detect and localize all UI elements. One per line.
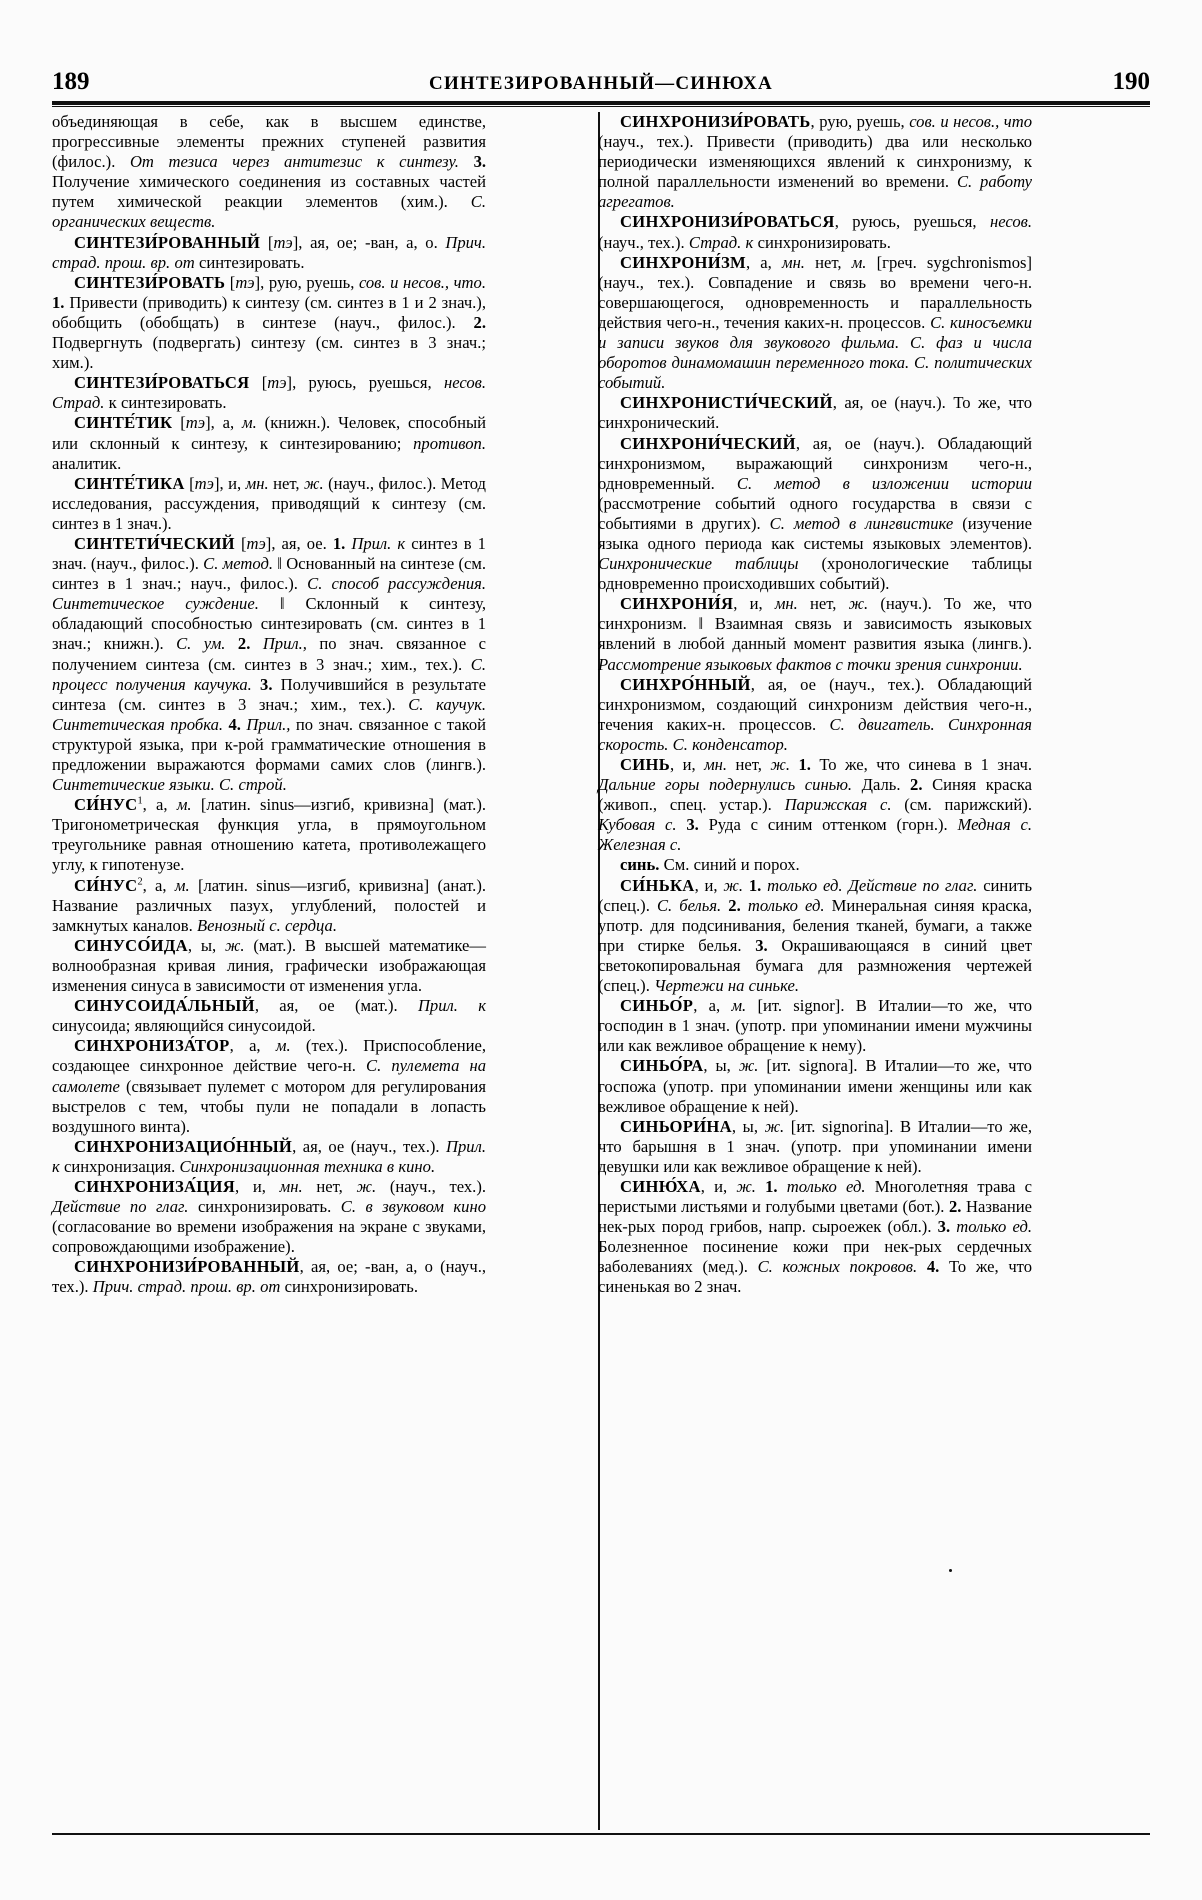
dictionary-entry (52, 795, 486, 875)
definition-text: (рассмотрение событий одного государства в связи с событиями в других). (598, 493, 1032, 533)
definition-text: [ит. signorina]. В Италии—то же, что барышня в 1 знач. (употр. при упоминании имени девушки или как вежливое обращение к ней). (598, 1116, 1032, 1176)
dictionary-entry (598, 253, 1032, 394)
definition-text: , ая, ое (науч.). То же, что синхронический. (598, 393, 1032, 433)
definition-text: ‖ Основанный на синтезе (см. синтез в 1 знач.; науч., филос.). (52, 554, 486, 594)
definition-text (252, 675, 260, 694)
headword: СИНЬО́Р (620, 996, 694, 1016)
sense-number: 1. (332, 533, 346, 553)
dictionary-entry (52, 413, 486, 473)
italic-text: мн. (704, 755, 728, 774)
sense-number: 3. (260, 674, 273, 694)
definition-text: , и, (694, 875, 724, 895)
definition-text: , а, (142, 795, 177, 815)
footer-rule (52, 1833, 1150, 1835)
definition-text: , ая, ое (науч.). Обладающий синхронизмом, выражающий синхронизм чего-н., одновременный. (598, 433, 1032, 493)
definition-text: Получившийся в результате синтеза (см. синтез в 3 знач.; хим., тех.). (52, 674, 486, 714)
running-head (52, 60, 1150, 94)
headword: СИНХРОНИЗА́ЦИЯ (74, 1176, 235, 1196)
italic-text: ж. (224, 935, 245, 955)
definition-text: , и, (700, 1176, 737, 1196)
dictionary-entry (598, 212, 1032, 252)
sense-number: 3. (473, 152, 487, 172)
italic-text: С. работу агрегатов. (598, 172, 1033, 212)
italic-text: С. двигатель. Синхронная скорость. С. конденсатор. (598, 714, 1032, 754)
headword: СИНХРОНИ́ЧЕСКИЙ (620, 433, 796, 453)
definition-text (741, 896, 748, 915)
definition-text: , а, (745, 252, 782, 272)
headword: СИНУСО́ИДА (74, 935, 188, 955)
definition-text: , ая, ое (мат.). (254, 996, 418, 1016)
sense-number: 4. (926, 1257, 940, 1277)
definition-text: , и, (733, 594, 775, 614)
definition-text: (книжн.). Человек, способный или склонный к синтезу, к синтезированию; (52, 413, 486, 453)
italic-text: противоп. (413, 433, 486, 453)
italic-text: Синтетические языки. С. строй. (52, 775, 287, 795)
italic-text: Парижская с. (784, 795, 892, 815)
italic-text: С. метод в лингвистике (769, 513, 954, 533)
italic-text: С. органических веществ. (52, 192, 486, 232)
dictionary-entry (52, 112, 486, 233)
definition-text (459, 152, 474, 171)
sense-number: 3. (937, 1217, 951, 1237)
italic-text: ж. (304, 473, 324, 493)
italic-text: тэ (235, 272, 255, 292)
sense-number: 2. (473, 312, 486, 332)
definition-text: , рую, руешь, (810, 112, 910, 131)
italic-text: ж. (764, 1116, 785, 1136)
definition-text: [ (234, 533, 247, 553)
definition-text: (науч., тех.). (376, 1176, 486, 1196)
definition-text: нет, (804, 252, 852, 272)
italic-text: только ед. (956, 1217, 1033, 1237)
definition-text: синтез в 1 знач. (науч., филос.). (52, 533, 486, 574)
headword: СИНХРОНИСТИ́ЧЕСКИЙ (620, 393, 833, 413)
italic-text: ж. (356, 1176, 377, 1196)
definition-text: [латин. sinus—изгиб, кривизна] (мат.). Тригонометрическая функция угла, в прямоугольном треугольнике равная отношению катета, противолежащего углу, к гипотенузе. (52, 795, 486, 875)
italic-text: тэ (185, 413, 206, 433)
definition-text: Синяя краска (живоп., спец. устар.). (598, 775, 1032, 815)
definition-text: по знач. связанное с такой структурой языка, при к-рой грамматические отношения в предложении выражаются формами самих слов (лингв.). (52, 714, 487, 774)
italic-text: несов. (990, 212, 1032, 232)
definition-text: Окрашивающаяся в синий цвет светокопировальная бумага для размножения чертежей (спец.). (598, 935, 1032, 996)
definition-text: (мат.). В высшей математике—волнообразная кривая линия, графически изображающая изменения синуса в зависимости от изменения угла. (52, 935, 486, 996)
definition-text: синусоида; являющийся синусоидой. (52, 1016, 316, 1036)
italic-text: ж. (736, 1176, 756, 1196)
definition-text: ], рую, руешь, (254, 272, 359, 292)
definition-text: То же, что синева в 1 знач. (810, 755, 1032, 774)
dictionary-entry (598, 855, 1032, 875)
definition-text: [ (249, 373, 268, 393)
dictionary-entry (52, 1036, 486, 1136)
definition-text: , руюсь, руешься, (834, 212, 991, 232)
headword: СИНТЕЗИ́РОВАТЬ (74, 272, 226, 292)
definition-text: [ (172, 413, 186, 433)
definition-text: (см. парижский). (891, 795, 1032, 815)
definition-text: нет, (268, 473, 305, 493)
dictionary-entry (52, 474, 486, 534)
italic-text: мн. (279, 1176, 303, 1196)
dictionary-entry (598, 675, 1032, 755)
italic-text: сов. и несов., что. (358, 272, 486, 292)
italic-text: Венозный с. сердца. (196, 915, 337, 935)
definition-text: , ы, (731, 1116, 765, 1136)
definition-text: (хронологические таблицы одновременно происходивших событий). (598, 554, 1032, 594)
italic-text: ж. (770, 755, 790, 774)
headword: СИНЬОРИ́НА (620, 1116, 732, 1136)
definition-text: Минеральная синяя краска, употр. для подсинивания, беления тканей, бумаги, а также при стирке белья. (598, 895, 1033, 955)
definition-text: [ (260, 232, 274, 252)
definition-text: ], ая, ое. (265, 533, 333, 553)
headword: СИНХРО́ННЫЙ (620, 674, 751, 694)
dictionary-entry (52, 1137, 486, 1177)
sense-number: 2. (728, 895, 741, 915)
definition-text: по знач. связанное с получением синтеза (см. синтез в 3 знач.; хим., тех.). (52, 634, 487, 674)
italic-text: С. киносъемки и записи звуков для звукового фильма. С. фаз и числа оборотов динамомашин переменного тока. С. политических событий. (598, 312, 1033, 393)
headword: СИНТЕЗИ́РОВАННЫЙ (74, 232, 261, 252)
definition-text: Руда с синим оттенком (горн.). (698, 815, 958, 835)
italic-text: ж. (738, 1056, 759, 1076)
dictionary-entry (598, 876, 1032, 997)
dictionary-entry (52, 936, 486, 996)
headword: СИНХРОНИЗИ́РОВАННЫЙ (74, 1257, 300, 1277)
headword: СИНТЕ́ТИК (74, 413, 173, 433)
dictionary-entry (598, 594, 1032, 674)
sense-number: 2. (948, 1197, 962, 1217)
definition-text: объединяющая в себе, как в высшем единстве, прогрессивные элементы прежних ступеней развития (филос.). (52, 112, 486, 172)
definition-text: Болезненное посинение кожи при нек-рых сердечных заболеваниях (мед.). (598, 1237, 1032, 1277)
sense-number: 4. (228, 714, 241, 734)
definition-text: (науч.). То же, что синхронизм. ‖ Взаимная связь и зависимость языковых явлений в любой данный момент развития языка (лингв.). (598, 594, 1032, 654)
definition-text: Многолетняя трава с перистыми листьями и голубыми цветами (бот.). (598, 1176, 1033, 1217)
definition-text: (тех.). Приспособление, создающее синхронное действие чего-н. (52, 1036, 486, 1076)
page-number-right: 190 (1112, 68, 1150, 95)
headword: СИНХРОНИЗИ́РОВАТЬСЯ (620, 212, 835, 232)
sense-number: 1. (798, 755, 811, 774)
headword: СИ́НЬКА (620, 875, 695, 895)
definition-text: , и, (669, 755, 705, 774)
definition-text (677, 815, 687, 834)
italic-text: Кубовая с. (598, 815, 677, 835)
definition-text: (науч., тех.). Привести (приводить) два или несколько периодически изменяющихся явлений к синхронизму, к полной параллельности изменений во времени. (598, 132, 1032, 192)
italic-text: С. пулемета на самолете (52, 1056, 486, 1096)
homograph-index: 1 (137, 795, 143, 807)
definition-text: (изучение языка одного периода как системы языковых элементов). (598, 513, 1032, 553)
definition-text: ‖ Склонный к синтезу, обладающий способностью синтезировать (см. синтез в 1 знач.; книжн.). (52, 594, 486, 654)
italic-text: Прил., (262, 634, 307, 654)
italic-text: Прил. к (351, 533, 406, 553)
italic-text: сов. и несов., что (909, 112, 1032, 131)
definition-text: (согласование во времени изображения на экране с звуками, сопровождающими изображение). (52, 1217, 486, 1257)
page-columns (52, 112, 1150, 1830)
dictionary-entry (598, 434, 1032, 595)
definition-text: , ая, ое (науч., тех.). (292, 1136, 447, 1156)
italic-text: несов. Страд. (52, 373, 486, 413)
headword: СИНТЕЗИ́РОВАТЬСЯ (74, 373, 250, 393)
italic-text: Рассмотрение языковых фактов с точки зрения синхронии. (598, 654, 1023, 674)
definition-text: То же, что синенькая во 2 знач. (598, 1257, 1032, 1297)
italic-text: Прич. страд. прош. вр. от (52, 232, 487, 272)
definition-text: , ы, (187, 935, 225, 955)
headword: СИНТЕТИ́ЧЕСКИЙ (74, 533, 235, 553)
italic-text: м. (174, 875, 190, 895)
running-head-title: СИНТЕЗИРОВАННЫЙ—СИНЮХА (429, 73, 773, 94)
italic-text: только ед. (747, 895, 825, 915)
italic-text: От тезиса через антитезис к синтезу. (129, 152, 459, 172)
headword: СИНХРОНИЗА́ТОР (74, 1036, 230, 1056)
definition-text: Название нек-рых пород грибов, напр. сыроежек (обл.). (598, 1197, 1032, 1237)
sense-number: 2. (910, 775, 923, 795)
definition-text: Подвергнуть (подвергать) синтезу (см. синтез в 3 знач.; хим.). (52, 333, 486, 373)
headword: СИ́НУС (74, 795, 138, 815)
definition-text: [ит. signora]. В Италии—то же, что госпожа (употр. при упоминании имени женщины или как вежливое обращение к ней). (598, 1056, 1032, 1116)
italic-text: Действие по глаг. (52, 1197, 189, 1217)
italic-text: Синхронические таблицы (598, 554, 799, 574)
italic-text: только ед. Действие по глаг. (767, 875, 978, 895)
headword: СИНЬО́РА (620, 1056, 704, 1076)
italic-text: Медная с. Железная с. (598, 815, 1032, 855)
headword: СИНУСОИДА́ЛЬНЫЙ (74, 996, 255, 1016)
definition-text: (связывает пулемет с мотором для регулирования выстрелов с тем, чтобы пули не попадали в лопасть воздушного винта). (52, 1076, 486, 1136)
italic-text: м. (242, 413, 257, 433)
dictionary-entry (598, 393, 1032, 433)
italic-text: Прич. страд. прош. вр. от (92, 1277, 281, 1297)
definition-text: ], а, (205, 413, 243, 433)
definition-text: См. синий и порох. (659, 855, 800, 875)
definition-text: , и, (234, 1176, 280, 1196)
dictionary-entry (598, 1117, 1032, 1177)
headword: СИНХРОНИЗАЦИО́ННЫЙ (74, 1136, 293, 1156)
definition-text: аналитик. (52, 453, 122, 473)
definition-text: , ы, (703, 1056, 739, 1076)
dictionary-entry (52, 1177, 486, 1257)
headword: СИНТЕ́ТИКА (74, 473, 185, 493)
definition-text: синтезировать. (194, 252, 305, 272)
italic-text: Прил. к (417, 996, 486, 1016)
definition-text: [ит. signor]. В Италии—то же, что господин в 1 знач. (употр. при упоминании имени мужчины или как вежливое обращение к нему). (598, 996, 1032, 1056)
italic-text: м. (731, 996, 747, 1016)
definition-text: , а, (142, 875, 175, 895)
italic-text: Синхронизационная техника в кино. (179, 1156, 436, 1176)
right-column (598, 112, 1032, 1830)
sense-number: 1. (765, 1176, 778, 1196)
italic-text: ж. (723, 875, 743, 895)
left-column (52, 112, 486, 1830)
italic-text: С. метод. (203, 554, 273, 574)
definition-text: синить (спец.). (598, 875, 1033, 915)
sense-number: 1. (748, 875, 762, 895)
dictionary-entry (52, 876, 486, 936)
dictionary-entry (598, 1056, 1032, 1116)
italic-text: мн. (245, 473, 269, 493)
headword: СИНХРОНИЗИ́РОВАТЬ (620, 112, 811, 131)
italic-text: тэ (194, 473, 214, 493)
italic-text: м. (176, 795, 192, 815)
definition-text: , ая, ое (науч., тех.). Обладающий синхронизмом, создающий синхронизм действия чего-н., течения каких-н. процессов. (598, 674, 1032, 734)
headword: СИНХРОНИ́Я (620, 594, 734, 614)
dictionary-entry (52, 996, 486, 1036)
dictionary-entry (52, 273, 486, 373)
definition-text: синхронизировать. (280, 1277, 418, 1297)
dictionary-entry (52, 233, 486, 273)
page-number-left: 189 (52, 68, 90, 95)
definition-text: синхронизировать. (188, 1197, 341, 1217)
definition-text: [ (225, 272, 236, 292)
italic-text: тэ (246, 533, 266, 553)
italic-text: С. каучук. Синтетическая пробка. (52, 694, 486, 734)
italic-text: С. метод в изложении истории (736, 473, 1032, 493)
homograph-index: 2 (137, 876, 143, 888)
dictionary-entry (598, 996, 1032, 1056)
sense-number: 3. (755, 935, 768, 955)
italic-text: тэ (267, 373, 287, 393)
headword: СИНЮ́ХА (620, 1176, 701, 1196)
definition-text (250, 634, 262, 653)
dictionary-entry (598, 112, 1032, 212)
definition-text: (науч., тех.). (598, 232, 689, 252)
italic-text: С. способ рассуждения. Синтетическое суждение. (52, 574, 487, 614)
italic-text: С. кожных покровов. (757, 1257, 918, 1277)
italic-text: Чертежи на синьке. (654, 976, 799, 996)
dictionary-entry (598, 755, 1032, 855)
dictionary-entry (52, 534, 486, 795)
headword: СИНХРОНИ́ЗМ (620, 252, 746, 272)
definition-text: , а, (693, 996, 732, 1016)
header-rule (52, 101, 1150, 105)
italic-text: С. процесс получения каучука. (52, 654, 486, 694)
sense-number: 3. (686, 815, 699, 835)
italic-text: мн. (781, 252, 805, 272)
italic-text: С. в звуковом кино (340, 1197, 487, 1217)
definition-text: [латин. sinus—изгиб, кривизна] (анат.). Название различных пазух, углублений, полостей и замкнутых каналов. (52, 875, 486, 935)
definition-text (778, 1177, 787, 1196)
definition-text: нет, (302, 1176, 357, 1196)
definition-text: , ая, ое; -ван, а, о (науч., тех.). (52, 1257, 486, 1297)
definition-text: нет, (727, 755, 771, 774)
dictionary-entry (598, 1177, 1032, 1298)
definition-text: Получение химического соединения из составных частей путем химической реакции элементов (хим.). (52, 172, 486, 212)
italic-text: мн. (774, 594, 798, 614)
dictionary-entry (52, 373, 486, 413)
headword: СИ́НУС (74, 875, 138, 895)
sense-number: 2. (237, 634, 251, 654)
definition-text: Даль. (852, 775, 911, 795)
definition-text (756, 1177, 765, 1196)
headword: СИНЬ (620, 755, 670, 774)
italic-text: Дальние горы подернулись синью. (598, 775, 853, 795)
definition-text: ], ая, ое; -ван, а, о. (292, 232, 446, 252)
definition-text: ], руюсь, руешься, (286, 373, 445, 393)
definition-text: , а, (229, 1036, 276, 1056)
definition-text (917, 1257, 927, 1276)
italic-text: Прил. к (52, 1136, 486, 1176)
definition-text (225, 634, 237, 653)
dictionary-entry (52, 1257, 486, 1297)
definition-text: (науч., филос.). Метод исследования, рассуждения, приводящий к синтезу (см. синтез в 1 знач.). (52, 473, 486, 533)
italic-text: м. (851, 252, 867, 272)
italic-text: только ед. (786, 1176, 866, 1196)
italic-text: м. (275, 1036, 291, 1056)
italic-text: тэ (273, 232, 293, 252)
italic-text: ж. (848, 594, 869, 614)
italic-text: С. ум. (176, 634, 226, 654)
definition-text: Привести (приводить) к синтезу (см. синтез в 1 и 2 знач.), обобщить (обобщать) в синтезе (науч., филос.). (52, 292, 486, 332)
definition-text: нет, (797, 594, 849, 614)
italic-text: Прил., (246, 714, 291, 734)
italic-text: Страд. к (688, 232, 754, 252)
definition-text: синхронизировать. (753, 232, 891, 252)
definition-text: к синтезировать. (104, 393, 227, 413)
definition-text: синхронизация. (59, 1156, 180, 1176)
headword-crossref: синь. (620, 855, 660, 875)
italic-text: С. белья. (656, 895, 722, 915)
definition-text: [ (184, 473, 195, 493)
definition-text: ], и, (213, 473, 246, 493)
definition-text: [греч. sygchronismos] (науч., тех.). Совпадение и связь во времени чего-н. совершающегося, одновременность и параллельность действия чего-н., течения каких-н. процессов. (598, 252, 1032, 332)
sense-number: 1. (52, 292, 65, 312)
